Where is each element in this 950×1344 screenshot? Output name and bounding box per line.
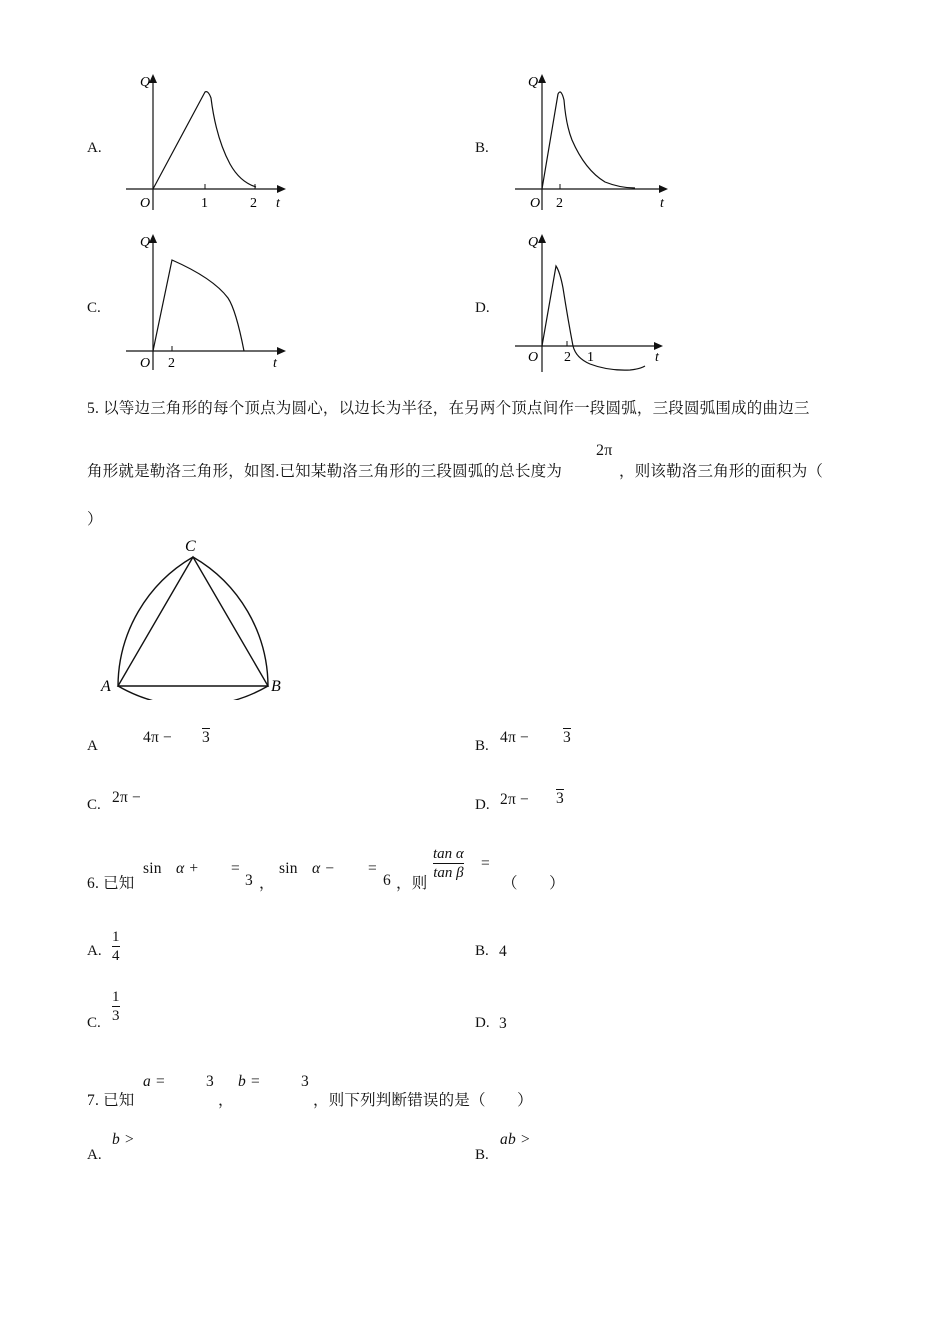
graph-option-d-label: D. (475, 300, 490, 316)
q6-option-b-label: B. (475, 943, 489, 959)
q6-sin-1: sin (143, 860, 162, 877)
vertex-c-label: C (185, 538, 196, 555)
q5-option-b-label: B. (475, 738, 489, 754)
origin-label: O (140, 196, 151, 211)
q6-option-d-label: D. (475, 1015, 490, 1031)
tick-label: 2 (250, 196, 257, 211)
graph-option-a (118, 70, 293, 215)
q5-option-a-expr: 4π − (143, 729, 172, 746)
q6-option-d-value: 3 (499, 1015, 507, 1032)
q5-option-b-sqrt: 3 (563, 729, 571, 746)
q7-option-b-expr: ab > (500, 1131, 531, 1148)
q6-tan-ratio (433, 845, 464, 882)
tick-label: 2 (564, 350, 571, 365)
q5-option-c-label: C. (87, 797, 101, 813)
graph-option-a-label: A. (87, 140, 102, 156)
q6-eq-2: = (368, 860, 377, 877)
q5-option-a-label: A (87, 738, 98, 754)
q6-rhs-2: 6 (383, 872, 391, 889)
tick-label: 1 (587, 350, 594, 365)
q6-sep-1: ， (259, 875, 275, 892)
q6-option-b-value: 4 (499, 943, 507, 960)
origin-label: O (530, 196, 541, 211)
q7-sep-1: ， (218, 1092, 234, 1109)
q7-a-expr: a = (143, 1073, 166, 1090)
q5-arc-length: 2π (596, 442, 613, 459)
q6-eq-1: = (231, 860, 240, 877)
vertex-a-label: A (101, 678, 111, 695)
q7-option-b-label: B. (475, 1147, 489, 1163)
q6-option-c-label: C. (87, 1015, 101, 1031)
y-axis-label: Q (140, 75, 151, 90)
q6-option-a-frac (112, 928, 120, 965)
q6-tan-beta: tan β (433, 865, 464, 881)
q7-option-a-expr: b > (112, 1131, 135, 1148)
q5-line-1: 5. 以等边三角形的每个顶点为圆心，以边长为半径，在另两个顶点间作一段圆弧，三段圆弧围成的曲边三 (87, 400, 810, 417)
q6-sep-2: ，则 (396, 875, 428, 892)
q6-option-a-label: A. (87, 943, 102, 959)
q6-sin-2: sin (279, 860, 298, 877)
y-axis-label: Q (140, 235, 151, 250)
q5-option-d-sqrt: 3 (556, 790, 564, 807)
q6-alpha-plus: α + (176, 860, 200, 877)
q6-alpha-minus: α − (312, 860, 336, 877)
q6-blank: （ ） (502, 875, 565, 892)
graph-option-c (118, 230, 293, 375)
frac-den: 4 (112, 948, 120, 964)
q7-b-value: 3 (301, 1073, 309, 1090)
x-axis-label: t (660, 196, 664, 211)
q5-option-d-label: D. (475, 797, 490, 813)
q5-line-2-end: ，则该勒洛三角形的面积为（ (619, 463, 824, 480)
q6-option-c-frac (112, 988, 120, 1025)
q5-option-c-expr: 2π − (112, 789, 141, 806)
frac-num: 1 (112, 929, 120, 945)
graph-option-b-label: B. (475, 140, 489, 156)
y-axis-label: Q (528, 235, 539, 250)
x-axis-label: t (655, 350, 659, 365)
q7-suffix: ，则下列判断错误的是（ ） (313, 1092, 533, 1109)
frac-num: 1 (112, 989, 120, 1005)
tick-label: 1 (201, 196, 208, 211)
q5-option-b-expr: 4π − (500, 729, 529, 746)
x-axis-label: t (276, 196, 280, 211)
q5-line-3: ） (87, 511, 103, 528)
q6-prefix: 6. 已知 (87, 875, 135, 892)
q7-a-value: 3 (206, 1073, 214, 1090)
origin-label: O (528, 350, 539, 365)
graph-option-b (510, 70, 675, 215)
q6-frac-eq: = (481, 855, 490, 872)
q5-line-2: 角形就是勒洛三角形，如图.已知某勒洛三角形的三段圆弧的总长度为 (87, 463, 563, 480)
y-axis-label: Q (528, 75, 539, 90)
frac-den: 3 (112, 1008, 120, 1024)
q7-option-a-label: A. (87, 1147, 102, 1163)
q6-tan-alpha: tan α (433, 846, 464, 862)
vertex-b-label: B (271, 678, 281, 695)
q7-b-expr: b = (238, 1073, 261, 1090)
tick-label: 2 (168, 356, 175, 371)
graph-option-c-label: C. (87, 300, 101, 316)
origin-label: O (140, 356, 151, 371)
q6-rhs-1: 3 (245, 872, 253, 889)
tick-label: 2 (556, 196, 563, 211)
x-axis-label: t (273, 356, 277, 371)
q5-option-d-expr: 2π − (500, 791, 529, 808)
q5-option-a-sqrt: 3 (202, 729, 210, 746)
q7-prefix: 7. 已知 (87, 1092, 135, 1109)
reuleaux-triangle-figure (95, 530, 295, 700)
graph-option-d (510, 230, 675, 380)
